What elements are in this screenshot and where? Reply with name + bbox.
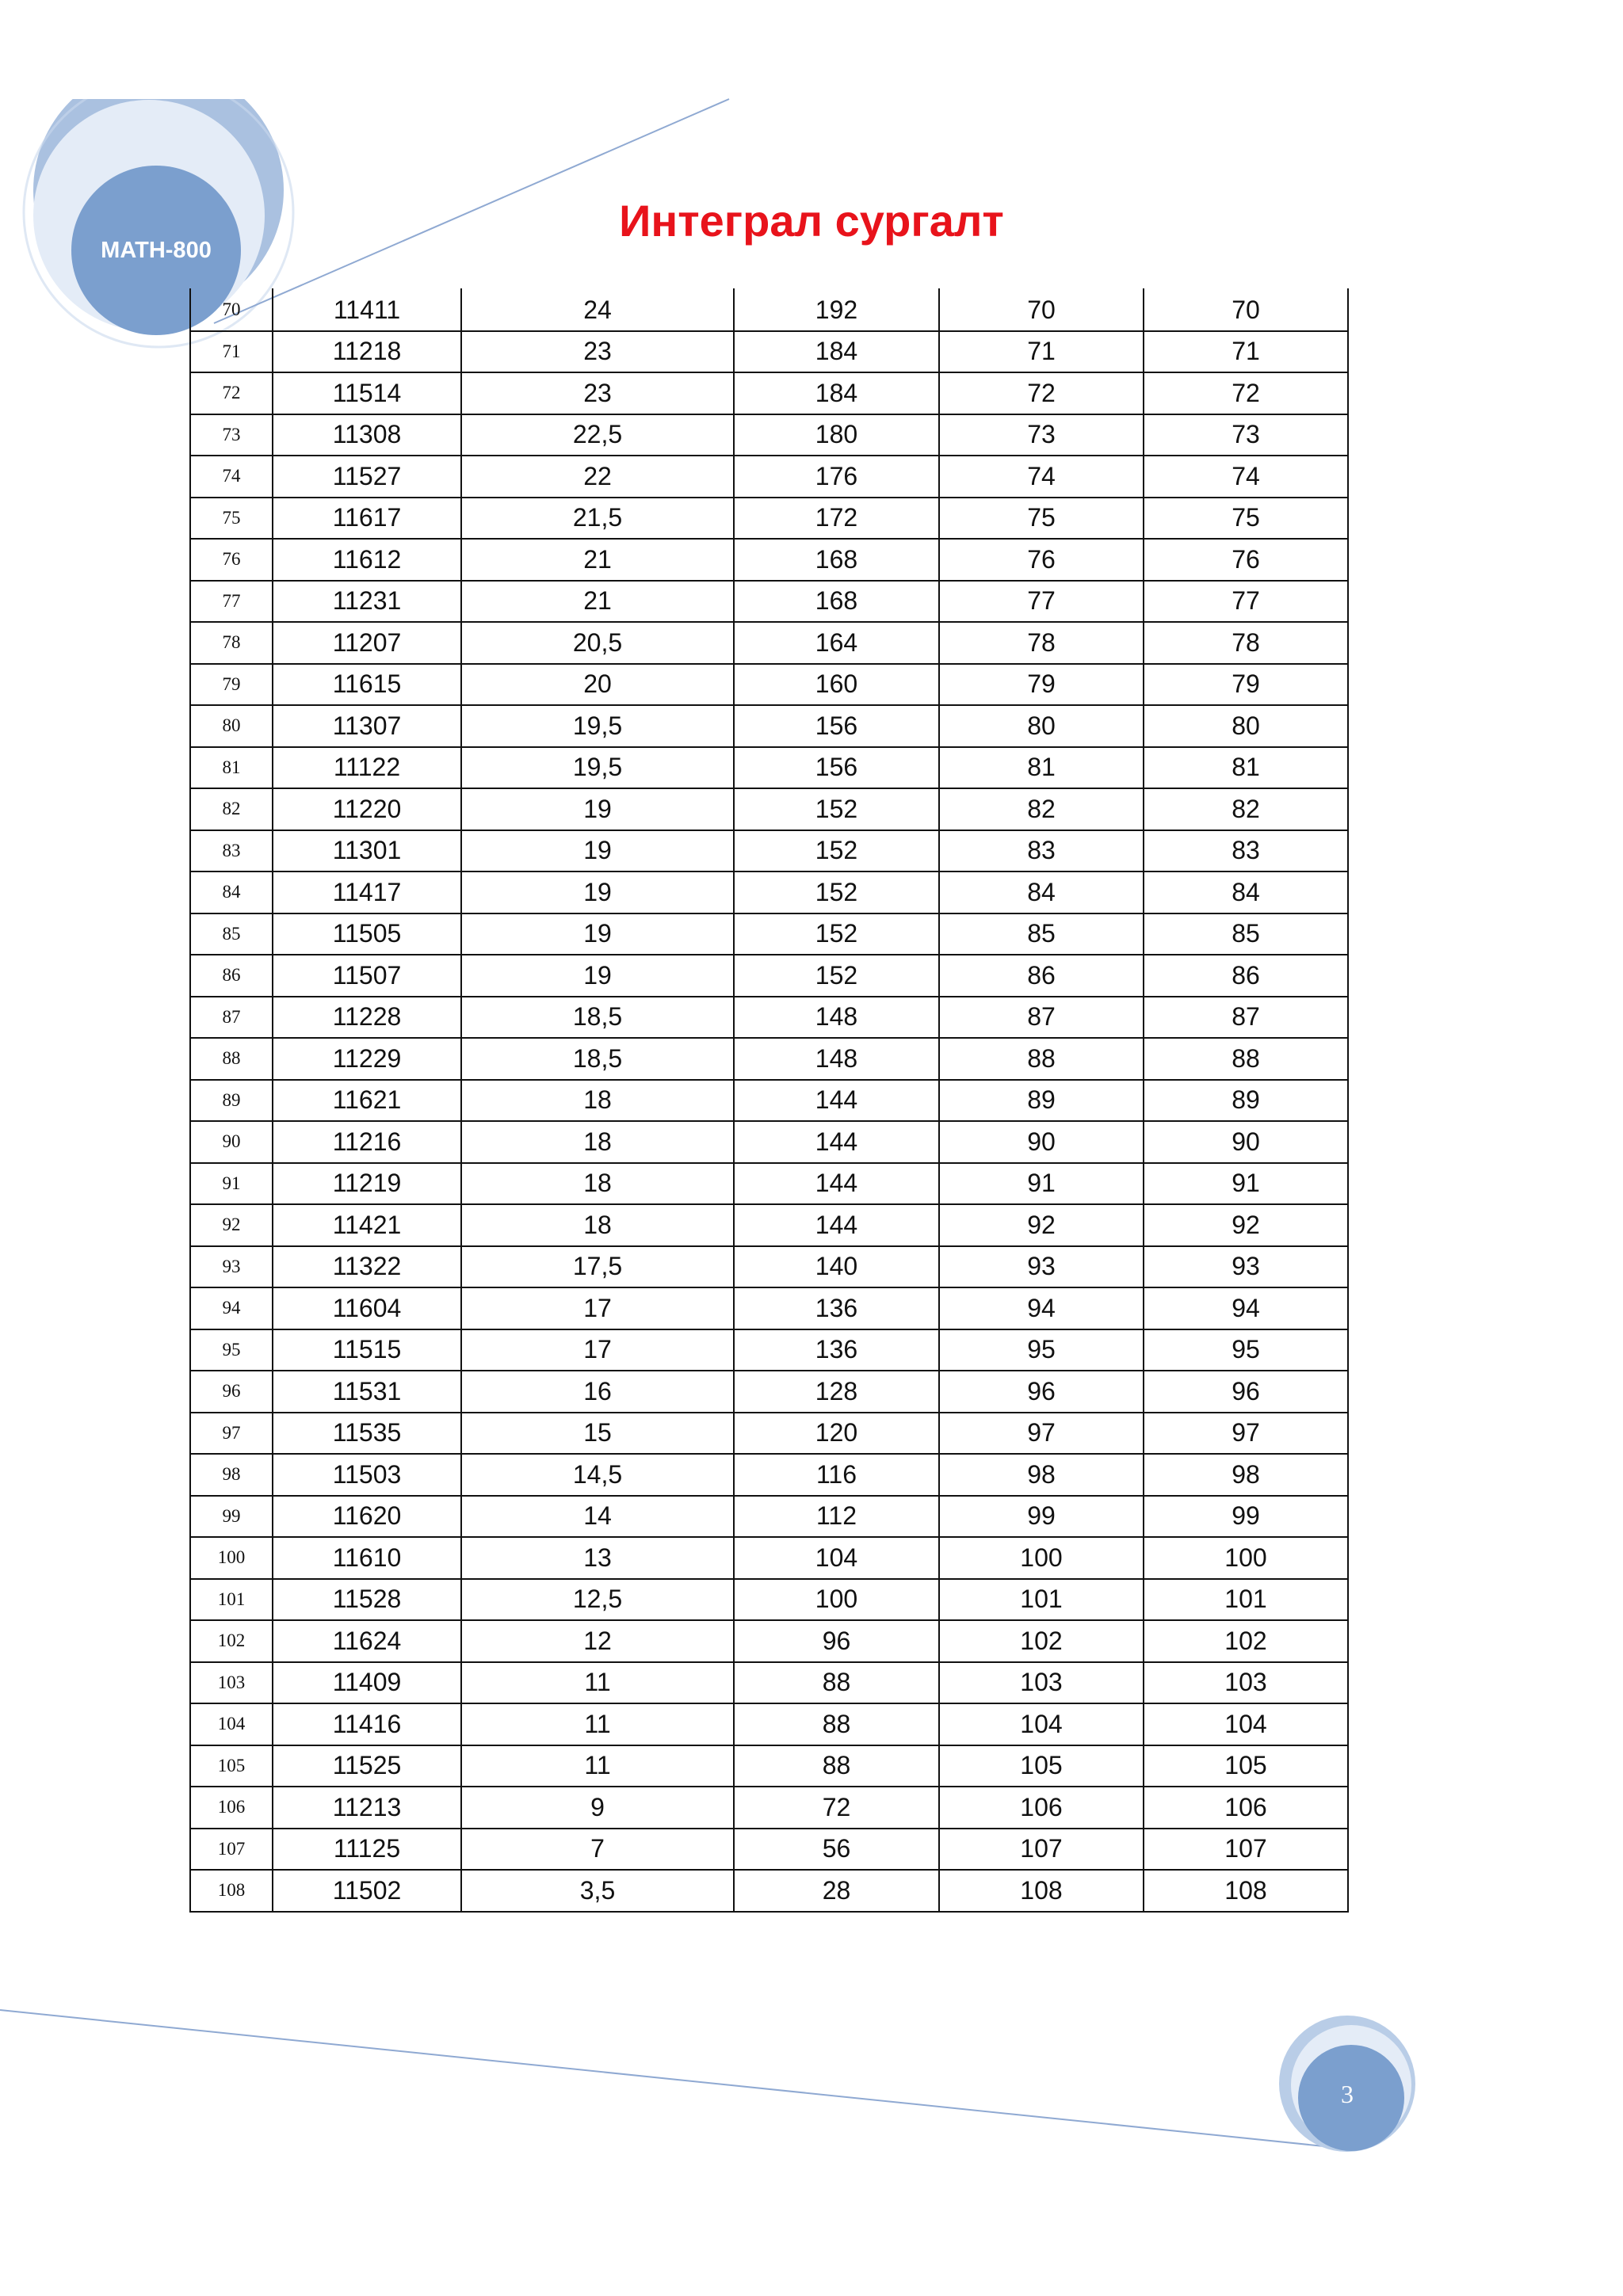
rank-cell: 79	[190, 664, 273, 706]
position-cell: 83	[1144, 830, 1348, 872]
place-cell: 81	[939, 747, 1144, 789]
rank-cell: 93	[190, 1246, 273, 1288]
table-row	[190, 1246, 1348, 1288]
rank-cell: 87	[190, 997, 273, 1039]
table-row	[190, 1038, 1348, 1080]
points-cell: 116	[734, 1454, 939, 1496]
place-cell: 82	[939, 788, 1144, 830]
rank-cell: 82	[190, 788, 273, 830]
code-cell: 11207	[273, 622, 461, 664]
points-cell: 160	[734, 664, 939, 706]
points-cell: 152	[734, 788, 939, 830]
score-cell: 12	[461, 1620, 734, 1662]
position-cell: 90	[1144, 1121, 1348, 1163]
score-cell: 17,5	[461, 1246, 734, 1288]
points-cell: 28	[734, 1870, 939, 1912]
place-cell: 92	[939, 1204, 1144, 1246]
points-cell: 144	[734, 1204, 939, 1246]
place-cell: 70	[939, 289, 1144, 331]
points-cell: 152	[734, 913, 939, 955]
points-cell: 144	[734, 1080, 939, 1122]
points-cell: 152	[734, 830, 939, 872]
code-cell: 11213	[273, 1787, 461, 1829]
rank-cell: 103	[190, 1662, 273, 1704]
points-cell: 152	[734, 955, 939, 997]
position-cell: 101	[1144, 1579, 1348, 1621]
code-cell: 11125	[273, 1829, 461, 1871]
points-cell: 88	[734, 1745, 939, 1787]
position-cell: 93	[1144, 1246, 1348, 1288]
points-cell: 156	[734, 705, 939, 747]
position-cell: 70	[1144, 289, 1348, 331]
position-cell: 79	[1144, 664, 1348, 706]
position-cell: 72	[1144, 372, 1348, 414]
score-cell: 13	[461, 1537, 734, 1579]
place-cell: 95	[939, 1329, 1144, 1371]
score-cell: 11	[461, 1745, 734, 1787]
footer-rule-line	[0, 2010, 1347, 2149]
code-cell: 11409	[273, 1662, 461, 1704]
rank-cell: 83	[190, 830, 273, 872]
code-cell: 11301	[273, 830, 461, 872]
place-cell: 78	[939, 622, 1144, 664]
code-cell: 11502	[273, 1870, 461, 1912]
points-cell: 148	[734, 1038, 939, 1080]
code-cell: 11610	[273, 1537, 461, 1579]
place-cell: 71	[939, 331, 1144, 373]
place-cell: 96	[939, 1371, 1144, 1413]
position-cell: 78	[1144, 622, 1348, 664]
score-cell: 19,5	[461, 705, 734, 747]
code-cell: 11416	[273, 1703, 461, 1745]
rank-cell: 101	[190, 1579, 273, 1621]
rank-cell: 81	[190, 747, 273, 789]
score-cell: 19,5	[461, 747, 734, 789]
rank-cell: 108	[190, 1870, 273, 1912]
place-cell: 75	[939, 498, 1144, 540]
table-row	[190, 1287, 1348, 1329]
results-table	[189, 288, 1349, 1913]
points-cell: 148	[734, 997, 939, 1039]
rank-cell: 104	[190, 1703, 273, 1745]
score-cell: 19	[461, 871, 734, 913]
code-cell: 11219	[273, 1163, 461, 1205]
code-cell: 11229	[273, 1038, 461, 1080]
rank-cell: 76	[190, 539, 273, 581]
table-row	[190, 1121, 1348, 1163]
table-row	[190, 622, 1348, 664]
place-cell: 103	[939, 1662, 1144, 1704]
points-cell: 88	[734, 1662, 939, 1704]
position-cell: 103	[1144, 1662, 1348, 1704]
code-cell: 11220	[273, 788, 461, 830]
code-cell: 11528	[273, 1579, 461, 1621]
table-row	[190, 581, 1348, 623]
points-cell: 168	[734, 581, 939, 623]
table-row	[190, 498, 1348, 540]
code-cell: 11624	[273, 1620, 461, 1662]
score-cell: 18	[461, 1080, 734, 1122]
rank-cell: 84	[190, 871, 273, 913]
table-row	[190, 1371, 1348, 1413]
score-cell: 18	[461, 1204, 734, 1246]
table-row	[190, 331, 1348, 373]
rank-cell: 88	[190, 1038, 273, 1080]
score-cell: 23	[461, 372, 734, 414]
code-cell: 11515	[273, 1329, 461, 1371]
rank-cell: 106	[190, 1787, 273, 1829]
code-cell: 11503	[273, 1454, 461, 1496]
points-cell: 120	[734, 1413, 939, 1455]
score-cell: 18,5	[461, 997, 734, 1039]
rank-cell: 99	[190, 1496, 273, 1538]
points-cell: 184	[734, 331, 939, 373]
place-cell: 88	[939, 1038, 1144, 1080]
place-cell: 84	[939, 871, 1144, 913]
position-cell: 89	[1144, 1080, 1348, 1122]
table-row	[190, 1703, 1348, 1745]
code-cell: 11231	[273, 581, 461, 623]
table-row	[190, 955, 1348, 997]
position-cell: 104	[1144, 1703, 1348, 1745]
position-cell: 71	[1144, 331, 1348, 373]
score-cell: 18	[461, 1121, 734, 1163]
points-cell: 140	[734, 1246, 939, 1288]
place-cell: 89	[939, 1080, 1144, 1122]
code-cell: 11505	[273, 913, 461, 955]
code-cell: 11322	[273, 1246, 461, 1288]
rank-cell: 71	[190, 331, 273, 373]
points-cell: 184	[734, 372, 939, 414]
code-cell: 11411	[273, 289, 461, 331]
points-cell: 100	[734, 1579, 939, 1621]
place-cell: 104	[939, 1703, 1144, 1745]
code-cell: 11507	[273, 955, 461, 997]
rank-cell: 74	[190, 456, 273, 498]
points-cell: 56	[734, 1829, 939, 1871]
place-cell: 87	[939, 997, 1144, 1039]
position-cell: 74	[1144, 456, 1348, 498]
table-row	[190, 289, 1348, 331]
score-cell: 18	[461, 1163, 734, 1205]
score-cell: 19	[461, 913, 734, 955]
table-row	[190, 1537, 1348, 1579]
table-row	[190, 1163, 1348, 1205]
rank-cell: 96	[190, 1371, 273, 1413]
rank-cell: 78	[190, 622, 273, 664]
rank-cell: 89	[190, 1080, 273, 1122]
table-row	[190, 1080, 1348, 1122]
rank-cell: 75	[190, 498, 273, 540]
position-cell: 81	[1144, 747, 1348, 789]
page-title: Интеграл сургалт	[619, 196, 1004, 246]
position-cell: 80	[1144, 705, 1348, 747]
score-cell: 21	[461, 581, 734, 623]
score-cell: 22	[461, 456, 734, 498]
code-cell: 11417	[273, 871, 461, 913]
points-cell: 168	[734, 539, 939, 581]
table-row	[190, 1579, 1348, 1621]
position-cell: 96	[1144, 1371, 1348, 1413]
place-cell: 91	[939, 1163, 1144, 1205]
position-cell: 84	[1144, 871, 1348, 913]
place-cell: 72	[939, 372, 1144, 414]
table-row	[190, 1829, 1348, 1871]
points-cell: 136	[734, 1287, 939, 1329]
score-cell: 23	[461, 331, 734, 373]
rank-cell: 70	[190, 289, 273, 331]
position-cell: 107	[1144, 1829, 1348, 1871]
table-row	[190, 1413, 1348, 1455]
table-row	[190, 705, 1348, 747]
table-row	[190, 1204, 1348, 1246]
score-cell: 19	[461, 788, 734, 830]
rank-cell: 98	[190, 1454, 273, 1496]
rank-cell: 94	[190, 1287, 273, 1329]
code-cell: 11535	[273, 1413, 461, 1455]
points-cell: 88	[734, 1703, 939, 1745]
code-cell: 11228	[273, 997, 461, 1039]
rank-cell: 97	[190, 1413, 273, 1455]
table-row	[190, 997, 1348, 1039]
table-row	[190, 1496, 1348, 1538]
score-cell: 11	[461, 1662, 734, 1704]
score-cell: 14,5	[461, 1454, 734, 1496]
code-cell: 11620	[273, 1496, 461, 1538]
place-cell: 90	[939, 1121, 1144, 1163]
place-cell: 100	[939, 1537, 1144, 1579]
position-cell: 97	[1144, 1413, 1348, 1455]
rank-cell: 86	[190, 955, 273, 997]
table-row	[190, 456, 1348, 498]
score-cell: 7	[461, 1829, 734, 1871]
score-cell: 19	[461, 830, 734, 872]
points-cell: 176	[734, 456, 939, 498]
place-cell: 73	[939, 414, 1144, 456]
score-cell: 18,5	[461, 1038, 734, 1080]
points-cell: 156	[734, 747, 939, 789]
place-cell: 105	[939, 1745, 1144, 1787]
rank-cell: 100	[190, 1537, 273, 1579]
points-cell: 180	[734, 414, 939, 456]
table-row	[190, 1745, 1348, 1787]
place-cell: 76	[939, 539, 1144, 581]
position-cell: 105	[1144, 1745, 1348, 1787]
results-table-body	[190, 289, 1348, 1912]
place-cell: 80	[939, 705, 1144, 747]
position-cell: 100	[1144, 1537, 1348, 1579]
place-cell: 99	[939, 1496, 1144, 1538]
score-cell: 3,5	[461, 1870, 734, 1912]
position-cell: 99	[1144, 1496, 1348, 1538]
place-cell: 106	[939, 1787, 1144, 1829]
points-cell: 128	[734, 1371, 939, 1413]
code-cell: 11218	[273, 331, 461, 373]
position-cell: 77	[1144, 581, 1348, 623]
place-cell: 94	[939, 1287, 1144, 1329]
table-row	[190, 1870, 1348, 1912]
score-cell: 17	[461, 1287, 734, 1329]
place-cell: 97	[939, 1413, 1144, 1455]
table-row	[190, 830, 1348, 872]
position-cell: 73	[1144, 414, 1348, 456]
place-cell: 102	[939, 1620, 1144, 1662]
points-cell: 164	[734, 622, 939, 664]
rank-cell: 72	[190, 372, 273, 414]
rank-cell: 102	[190, 1620, 273, 1662]
table-row	[190, 1454, 1348, 1496]
points-cell: 192	[734, 289, 939, 331]
page-number: 3	[1341, 2080, 1354, 2108]
score-cell: 16	[461, 1371, 734, 1413]
code-cell: 11421	[273, 1204, 461, 1246]
points-cell: 96	[734, 1620, 939, 1662]
code-cell: 11612	[273, 539, 461, 581]
position-cell: 86	[1144, 955, 1348, 997]
header-badge-label: MATH-800	[101, 238, 212, 263]
code-cell: 11308	[273, 414, 461, 456]
position-cell: 75	[1144, 498, 1348, 540]
place-cell: 74	[939, 456, 1144, 498]
rank-cell: 105	[190, 1745, 273, 1787]
points-cell: 144	[734, 1121, 939, 1163]
code-cell: 11307	[273, 705, 461, 747]
score-cell: 21,5	[461, 498, 734, 540]
position-cell: 94	[1144, 1287, 1348, 1329]
points-cell: 136	[734, 1329, 939, 1371]
score-cell: 14	[461, 1496, 734, 1538]
table-row	[190, 1329, 1348, 1371]
code-cell: 11617	[273, 498, 461, 540]
rank-cell: 91	[190, 1163, 273, 1205]
table-row	[190, 788, 1348, 830]
score-cell: 19	[461, 955, 734, 997]
score-cell: 21	[461, 539, 734, 581]
place-cell: 79	[939, 664, 1144, 706]
code-cell: 11621	[273, 1080, 461, 1122]
points-cell: 152	[734, 871, 939, 913]
position-cell: 85	[1144, 913, 1348, 955]
rank-cell: 107	[190, 1829, 273, 1871]
rank-cell: 90	[190, 1121, 273, 1163]
rank-cell: 92	[190, 1204, 273, 1246]
score-cell: 22,5	[461, 414, 734, 456]
place-cell: 77	[939, 581, 1144, 623]
points-cell: 172	[734, 498, 939, 540]
score-cell: 11	[461, 1703, 734, 1745]
table-row	[190, 1620, 1348, 1662]
table-row	[190, 1662, 1348, 1704]
table-row	[190, 913, 1348, 955]
table-row	[190, 414, 1348, 456]
code-cell: 11122	[273, 747, 461, 789]
position-cell: 106	[1144, 1787, 1348, 1829]
score-cell: 20,5	[461, 622, 734, 664]
rank-cell: 77	[190, 581, 273, 623]
position-cell: 88	[1144, 1038, 1348, 1080]
place-cell: 98	[939, 1454, 1144, 1496]
table-row	[190, 747, 1348, 789]
position-cell: 87	[1144, 997, 1348, 1039]
rank-cell: 85	[190, 913, 273, 955]
position-cell: 82	[1144, 788, 1348, 830]
position-cell: 102	[1144, 1620, 1348, 1662]
table-row	[190, 372, 1348, 414]
code-cell: 11514	[273, 372, 461, 414]
position-cell: 98	[1144, 1454, 1348, 1496]
points-cell: 112	[734, 1496, 939, 1538]
points-cell: 104	[734, 1537, 939, 1579]
score-cell: 12,5	[461, 1579, 734, 1621]
code-cell: 11527	[273, 456, 461, 498]
code-cell: 11531	[273, 1371, 461, 1413]
position-cell: 95	[1144, 1329, 1348, 1371]
place-cell: 108	[939, 1870, 1144, 1912]
score-cell: 20	[461, 664, 734, 706]
position-cell: 91	[1144, 1163, 1348, 1205]
place-cell: 85	[939, 913, 1144, 955]
position-cell: 76	[1144, 539, 1348, 581]
score-cell: 24	[461, 289, 734, 331]
table-row	[190, 664, 1348, 706]
code-cell: 11615	[273, 664, 461, 706]
points-cell: 72	[734, 1787, 939, 1829]
place-cell: 86	[939, 955, 1144, 997]
code-cell: 11525	[273, 1745, 461, 1787]
rank-cell: 95	[190, 1329, 273, 1371]
code-cell: 11216	[273, 1121, 461, 1163]
position-cell: 92	[1144, 1204, 1348, 1246]
table-row	[190, 871, 1348, 913]
rank-cell: 80	[190, 705, 273, 747]
table-row	[190, 539, 1348, 581]
place-cell: 101	[939, 1579, 1144, 1621]
score-cell: 17	[461, 1329, 734, 1371]
position-cell: 108	[1144, 1870, 1348, 1912]
table-row	[190, 1787, 1348, 1829]
place-cell: 83	[939, 830, 1144, 872]
code-cell: 11604	[273, 1287, 461, 1329]
score-cell: 15	[461, 1413, 734, 1455]
place-cell: 93	[939, 1246, 1144, 1288]
points-cell: 144	[734, 1163, 939, 1205]
place-cell: 107	[939, 1829, 1144, 1871]
rank-cell: 73	[190, 414, 273, 456]
score-cell: 9	[461, 1787, 734, 1829]
